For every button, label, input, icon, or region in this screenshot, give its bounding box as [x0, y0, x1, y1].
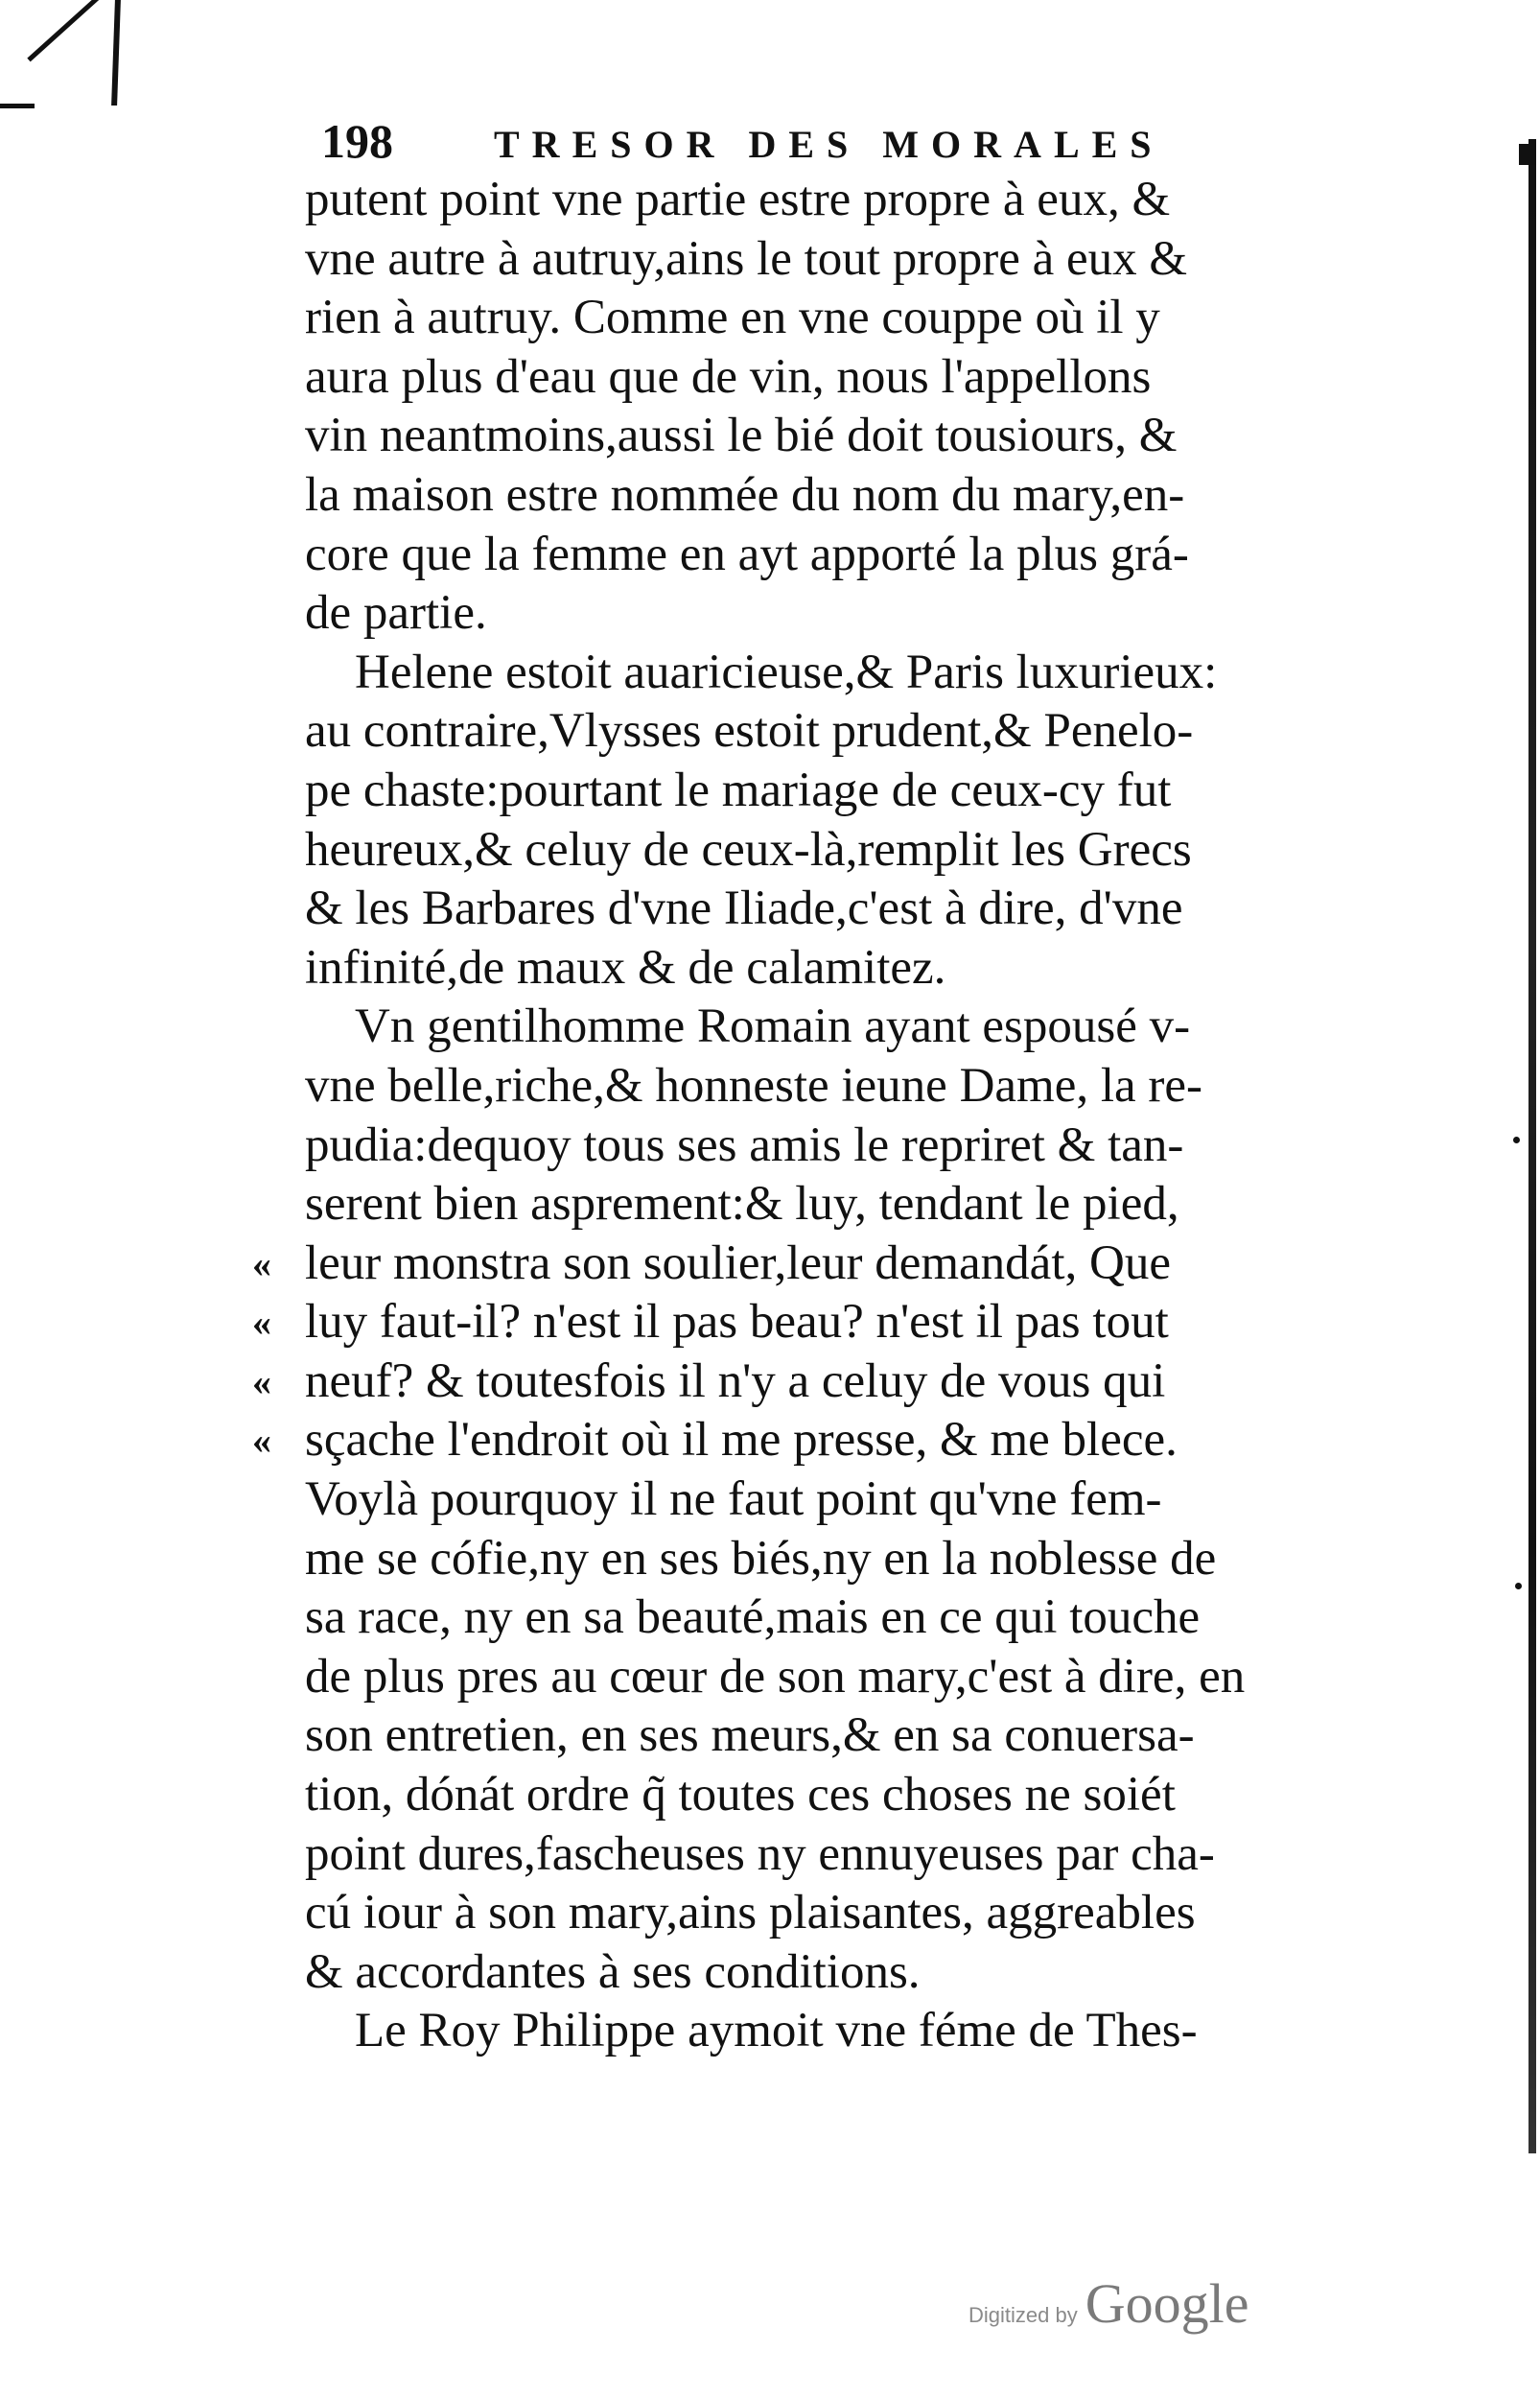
scan-edge-mark	[111, 0, 121, 106]
ink-speck	[1513, 1137, 1520, 1143]
text-line	[305, 1766, 1341, 1825]
text-line	[305, 289, 1341, 348]
text-line	[305, 407, 1341, 466]
text-line	[305, 230, 1341, 290]
line-text: me se cófie,ny en ses biés,ny en la noblesse de	[305, 1531, 1217, 1586]
line-text: luy faut-il? n'est il pas beau? n'est il pas tout	[305, 1295, 1169, 1350]
text-line	[305, 1943, 1341, 2003]
text-line	[305, 584, 1341, 644]
google-logo: Google	[1085, 2272, 1249, 2335]
text-line	[305, 2002, 1341, 2061]
text-line	[305, 466, 1341, 526]
text-line	[252, 1411, 1341, 1470]
body-text	[252, 171, 1341, 2061]
quotation-marker: «	[252, 1241, 271, 1285]
text-line	[252, 1234, 1341, 1294]
line-text: pe chaste:pourtant le mariage de ceux-cy fut	[305, 763, 1172, 817]
text-line	[305, 1470, 1341, 1530]
line-text: au contraire,Vlysses estoit prudent,& Penelo-	[305, 704, 1194, 759]
line-text: point dures,fascheuses ny ennuyeuses par cha-	[305, 1826, 1215, 1881]
line-text: & accordantes à ses conditions.	[305, 1944, 921, 1999]
line-text: de plus pres au cœur de son mary,c'est à dire, en	[305, 1649, 1246, 1704]
text-line	[305, 702, 1341, 762]
text-line	[305, 1175, 1341, 1234]
text-line	[305, 348, 1341, 408]
line-text: vne belle,riche,& honneste ieune Dame, la re-	[305, 1058, 1203, 1113]
line-text: rien à autruy. Comme en vne couppe où il y	[305, 291, 1160, 345]
line-text: Voylà pourquoy il ne faut point qu'vne fem-	[305, 1472, 1162, 1527]
line-text: cú iour à son mary,ains plaisantes, aggreables	[305, 1886, 1196, 1940]
line-text: serent bien asprement:& luy, tendant le pied,	[305, 1177, 1179, 1232]
text-line	[305, 762, 1341, 821]
line-text: vin neantmoins,aussi le bié doit tousiours, &	[305, 409, 1178, 463]
line-text: pudia:dequoy tous ses amis le repriret & tan-	[305, 1117, 1184, 1172]
line-text: aura plus d'eau que de vin, nous l'appellons	[305, 349, 1152, 404]
text-line	[305, 171, 1341, 230]
line-text: vne autre à autruy,ains le tout propre à eux &	[305, 231, 1188, 286]
line-text: sa race, ny en sa beauté,mais en ce qui touche	[305, 1590, 1201, 1645]
text-line	[305, 644, 1341, 703]
line-text: la maison estre nommée du nom du mary,en-	[305, 467, 1185, 522]
text-line	[305, 1884, 1341, 1943]
line-text: heureux,& celuy de ceux-là,remplit les Grecs	[305, 822, 1192, 877]
line-text: leur monstra son soulier,leur demandát, Que	[305, 1235, 1171, 1290]
running-title: TRESOR DES MORALES	[494, 123, 1164, 166]
text-line	[252, 1352, 1341, 1412]
text-line	[305, 1057, 1341, 1117]
text-line	[305, 1825, 1341, 1885]
scan-edge-mark	[27, 0, 102, 61]
line-text: de partie.	[305, 586, 487, 641]
quotation-marker: «	[252, 1301, 271, 1345]
page-header	[321, 113, 1203, 171]
text-line	[252, 1293, 1341, 1352]
text-line	[305, 1530, 1341, 1589]
text-line	[305, 526, 1341, 585]
line-text: Helene estoit auaricieuse,& Paris luxurieux:	[355, 645, 1218, 699]
text-line	[305, 939, 1341, 999]
line-text: infinité,de maux & de calamitez.	[305, 940, 946, 995]
line-text: tion, dónát ordre q̃ toutes ces choses ne soiét	[305, 1768, 1176, 1822]
quotation-marker: «	[252, 1419, 271, 1463]
quotation-marker: «	[252, 1359, 271, 1403]
scan-edge-mark	[1519, 144, 1536, 165]
text-line	[305, 1648, 1341, 1707]
digitized-stamp	[968, 2271, 1285, 2348]
scan-edge-mark	[0, 104, 35, 108]
line-text: neuf? & toutesfois il n'y a celuy de vous qui	[305, 1353, 1166, 1408]
page-number: 198	[321, 114, 393, 168]
line-text: core que la femme en ayt apporté la plus grá-	[305, 527, 1189, 581]
text-line	[305, 880, 1341, 939]
digitized-label: Digitized by	[968, 2303, 1078, 2327]
line-text: son entretien, en ses meurs,& en sa conuersa-	[305, 1708, 1195, 1763]
line-text: sçache l'endroit où il me presse, & me blece.	[305, 1413, 1178, 1468]
text-line	[305, 1117, 1341, 1176]
line-text: & les Barbares d'vne Iliade,c'est à dire, d'vne	[305, 882, 1183, 936]
line-text: putent point vne partie estre propre à eux, &	[305, 173, 1171, 226]
line-text: Le Roy Philippe aymoit vne féme de Thes-	[355, 2004, 1198, 2058]
line-text: Vn gentilhomme Romain ayant espousé v-	[355, 999, 1191, 1054]
text-line	[305, 998, 1341, 1057]
text-line	[305, 821, 1341, 881]
text-line	[305, 1706, 1341, 1766]
page-edge-shadow	[1528, 139, 1536, 2153]
ink-speck	[1515, 1583, 1522, 1589]
text-line	[305, 1588, 1341, 1648]
